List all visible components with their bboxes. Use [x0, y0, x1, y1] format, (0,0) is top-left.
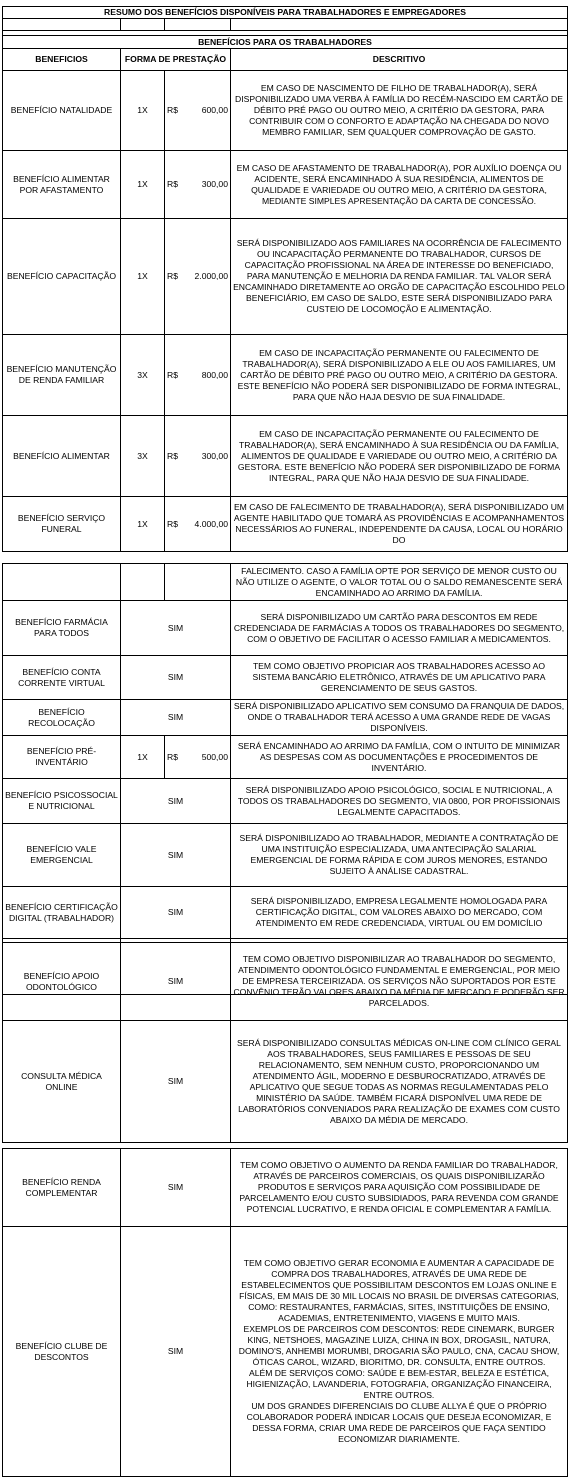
benefits-table-page3	[2, 1148, 568, 1477]
benefit-name: BENEFÍCIO ALIMENTAR POR AFASTAMENTO	[3, 151, 121, 219]
benefit-forma: SIM	[121, 887, 231, 939]
table-row	[3, 71, 568, 151]
benefit-description: SERÁ DISPONIBILIZADO, EMPRESA LEGALMENTE HOMOLOGADA PARA CERTIFICAÇÃO DIGITAL, COM VALORES ABAIXO DO MERCADO, COM ATENDIMENTO EM REDE CREDENCIADA, VIRTUAL OU EM DOMICÍLIO	[231, 887, 568, 939]
benefit-description: SERÁ DISPONIBILIZADO APOIO PSICOLÓGICO, SOCIAL E NUTRICIONAL, A TODOS OS TRABALHADORES DO SEGMENTO, VIA 0800, POR PROFISSIONAIS LEGALMENTE CAPACITADOS.	[231, 779, 568, 824]
table-row	[3, 1227, 568, 1477]
benefit-description: EM CASO DE FALECIMENTO DE TRABALHADOR(A), SERÁ DISPONIBILIZADO UM AGENTE HABILITADO QUE TOMARÁ AS PROVIDÊNCIAS E ACOMPANHAMENTOS NECESSÁRIOS AO FUNERAL, INDEPENDENTE DA CAUSA, LOCAL OU HORÁRIO DO	[231, 497, 568, 552]
benefit-name: BENEFÍCIO SERVIÇO FUNERAL	[3, 497, 121, 552]
header-forma-prestacao: FORMA DE PRESTAÇÃO	[121, 49, 231, 71]
table-row	[3, 601, 568, 656]
benefit-name: BENEFÍCIO APOIO ODONTOLÓGICO	[3, 943, 121, 1021]
benefit-forma: SIM	[121, 1021, 231, 1143]
table-row	[3, 564, 568, 601]
benefit-forma: SIM	[121, 824, 231, 887]
document-title: RESUMO DOS BENEFÍCIOS DISPONÍVEIS PARA TRABALHADORES E EMPREGADORES	[3, 7, 568, 19]
section-title: BENEFÍCIOS PARA OS TRABALHADORES	[3, 36, 568, 49]
spacer-row	[3, 19, 568, 31]
benefit-forma: SIM	[121, 779, 231, 824]
benefit-value: R$ 500,00	[165, 736, 231, 779]
benefit-name: BENEFÍCIO MANUTENÇÃO DE RENDA FAMILIAR	[3, 335, 121, 416]
benefit-description: TEM COMO OBJETIVO O AUMENTO DA RENDA FAMILIAR DO TRABALHADOR, ATRAVÉS DE PARCEIROS COMERCIAIS, OS QUAIS DISPONIBILIZARÃO PRODUTOS E SERVIÇOS PARA AQUISIÇÃO COM POSSIBILIDADE DE PARCELAMENTO E/OU CUSTO SUBSIDIADOS, PARA REVENDA COM GRANDE POTENCIAL LUCRATIVO, E RENDA OFICIAL E COMPLEMENTAR A FAMÍLIA.	[231, 1149, 568, 1227]
benefit-forma: SIM	[121, 700, 231, 736]
benefits-table-page2	[2, 563, 568, 995]
table-row	[3, 219, 568, 335]
table-row	[3, 779, 568, 824]
benefit-description: EM CASO DE INCAPACITAÇÃO PERMANENTE OU FALECIMENTO DE TRABALHADOR(A), SERÁ ENCAMINHADO À SUA RESIDÊNCIA OU DA FAMÍLIA, ALIMENTOS DE QUALIDADE E VARIEDADE OU OUTRO MEIO, A CRITÉRIO DA GESTORA. ESTE BENEFÍCIO NÃO PODERÁ SER DISPONIBILIZADO DE FORMA INTEGRAL, PARA QUE NÃO HAJA DESVIO DE SUA FINALIDADE.	[231, 416, 568, 497]
benefits-table-page1	[2, 6, 568, 552]
description-paragraph: TEM COMO OBJETIVO GERAR ECONOMIA E AUMENTAR A CAPACIDADE DE COMPRA DOS TRABALHADORES, ATRAVÉS DE UMA REDE DE ESTABELECIMENTOS QUE POSSIBILITAM DESCONTOS EM LOJAS ONLINE E FÍSICAS, EM MAIS DE 30 MIL LOCAIS NO BRASIL DE DIVERSAS CATEGORIAS, COMO: RESTAURANTES, FARMÁCIAS, SITES, INSTITUIÇÕES DE ENSINO, ACADEMIAS, ENTRETENIMENTO, VIAGENS E MUITO MAIS.	[239, 1258, 559, 1323]
benefit-description: TEM COMO OBJETIVO PROPICIAR AOS TRABALHADORES ACESSO AO SISTEMA BANCÁRIO ELETRÔNICO, ATRAVÉS DE UM APLICATIVO PARA GERENCIAMENTO DE SEUS GASTOS.	[231, 656, 568, 700]
table-row	[3, 335, 568, 416]
description-paragraph: EXEMPLOS DE PARCEIROS COM DESCONTOS: REDE CINEMARK, BURGER KING, NETSHOES, MAGAZINE LUIZA, CHINA IN BOX, DROGASIL, NATURA, DOMINO'S, ANHEMBI MORUMBI, DROGARIA SÃO PAULO, CNA, CACAU SHOW, ÓTICAS CAROL, WIZARD, BIORITMO, DR. CONSULTA, ENTRE OUTROS.	[238, 1324, 560, 1367]
benefit-name: BENEFÍCIO RECOLOCAÇÃO	[3, 700, 121, 736]
benefit-qty: 1X	[121, 71, 165, 151]
benefit-forma: SIM	[121, 601, 231, 656]
benefits-table-page2b	[2, 942, 568, 1143]
benefit-name: BENEFÍCIO CLUBE DE DESCONTOS	[3, 1227, 121, 1477]
benefit-name: BENEFÍCIO PRÉ-INVENTÁRIO	[3, 736, 121, 779]
table-row	[3, 824, 568, 887]
benefit-value: R$ 300,00	[165, 151, 231, 219]
header-descritivo: DESCRITIVO	[231, 49, 568, 71]
table-row	[3, 416, 568, 497]
benefit-forma: SIM	[121, 1149, 231, 1227]
table-row	[3, 887, 568, 939]
benefit-value: R$ 2.000,00	[165, 219, 231, 335]
benefit-name: BENEFÍCIO CAPACITAÇÃO	[3, 219, 121, 335]
benefit-qty: 1X	[121, 151, 165, 219]
benefit-qty: 1X	[121, 736, 165, 779]
benefit-forma: SIM	[121, 656, 231, 700]
table-row	[3, 656, 568, 700]
benefit-description: SERÁ DISPONIBILIZADO AO TRABALHADOR, MEDIANTE A CONTRATAÇÃO DE UMA INSTITUIÇÃO ESPECIALIZADA, UMA ANTECIPAÇÃO SALARIAL EMERGENCIAL DE FORMA RÁPIDA E COM JUROS MENORES, ESTANDO SUJEITO À ANÁLISE CADASTRAL.	[231, 824, 568, 887]
benefit-description: EM CASO DE AFASTAMENTO DE TRABALHADOR(A), POR AUXÍLIO DOENÇA OU ACIDENTE, SERÁ ENCAMINHADO À SUA RESIDÊNCIA, ALIMENTOS DE QUALIDADE E VARIEDADE OU OUTRO MEIO, A CRITÉRIO DA GESTORA, MEDIANTE SIMPLES APRESENTAÇÃO DA CARTA DE CONCESSÃO.	[231, 151, 568, 219]
benefit-description	[231, 1227, 568, 1477]
benefit-name: BENEFÍCIO ALIMENTAR	[3, 416, 121, 497]
table-row	[3, 736, 568, 779]
benefit-value: R$ 600,00	[165, 71, 231, 151]
benefit-description: SERÁ DISPONIBILIZADO APLICATIVO SEM CONSUMO DA FRANQUIA DE DADOS, ONDE O TRABALHADOR TERÁ ACESSO A UMA GRANDE REDE DE VAGAS DISPONÍVEIS.	[231, 700, 568, 736]
benefit-name: BENEFÍCIO RENDA COMPLEMENTAR	[3, 1149, 121, 1227]
table-row	[3, 700, 568, 736]
benefit-qty: 3X	[121, 335, 165, 416]
benefit-description: EM CASO DE INCAPACITAÇÃO PERMANENTE OU FALECIMENTO DE TRABALHADOR(A), SERÁ DISPONIBILIZADO A ELE OU AOS FAMILIARES, UM CARTÃO DE DÉBITO PRÉ PAGO OU OUTRO MEIO, A CRITÉRIO DA GESTORA. ESTE BENEFÍCIO NÃO PODERÁ SER DISPONIBILIZADO DE FORMA INTEGRAL, PARA QUE NÃO HAJA DESVIO DE SUA FINALIDADE.	[231, 335, 568, 416]
benefit-qty: 1X	[121, 219, 165, 335]
benefit-qty: 3X	[121, 416, 165, 497]
benefit-name: BENEFÍCIO FARMÁCIA PARA TODOS	[3, 601, 121, 656]
benefit-description: SERÁ DISPONIBILIZADO AOS FAMILIARES NA OCORRÊNCIA DE FALECIMENTO OU INCAPACITAÇÃO PERMANENTE DO TRABALHADOR, CURSOS DE CAPACITAÇÃO PROFISSIONAL NA ÁREA DE INTERESSE DO BENEFICIADO, PARA MANUTENÇÃO E MELHORIA DA RENDA FAMILIAR. TAL VALOR SERÁ ENCAMINHADO DIRETAMENTE AO ORGÃO DE CAPACITAÇÃO ESCOLHIDO PELO BENEFICIÁRIO, EM CASO DE SALDO, ESTE SERÁ DISPONIBILIZADO PARA CUSTEIO DE LOCOMOÇÃO E ALIMENTAÇÃO.	[231, 219, 568, 335]
header-beneficios: BENEFICIOS	[3, 49, 121, 71]
benefit-description-continuation: FALECIMENTO. CASO A FAMÍLIA OPTE POR SERVIÇO DE MENOR CUSTO OU NÃO UTILIZE O AGENTE, O VALOR TOTAL OU O SALDO REMANESCENTE SERÁ ENCAMINHADO AO ARRIMO DA FAMÍLIA.	[231, 564, 568, 601]
benefit-name: BENEFÍCIO PSICOSSOCIAL E NUTRICIONAL	[3, 779, 121, 824]
benefit-name: CONSULTA MÉDICA ONLINE	[3, 1021, 121, 1143]
table-row	[3, 1021, 568, 1143]
benefit-forma: SIM	[121, 1227, 231, 1477]
benefit-forma: SIM	[121, 943, 231, 1021]
benefit-description: TEM COMO OBJETIVO DISPONIBILIZAR AO TRABALHADOR DO SEGMENTO, ATENDIMENTO ODONTOLÓGICO FUNDAMENTAL E EMERGENCIAL, POR MEIO DE EMPRESA TERCEIRIZADA. OS SERVIÇOS NÃO SUPORTADOS POR ESTE CONVÊNIO TERÃO VALORES ABAIXO DA MÉDIA DE MERCADO E PODERÃO SER PARCELADOS.	[231, 943, 568, 1021]
benefit-description: SERÁ DISPONIBILIZADO CONSULTAS MÉDICAS ON-LINE COM CLÍNICO GERAL AOS TRABALHADORES, SEUS FAMILIARES E PESSOAS DE SEU RELACIONAMENTO, SEM NENHUM CUSTO, PROPORCIONANDO UM ATENDIMENTO ÁGIL, MODERNO E DESBUROCRATIZADO, ATRAVÉS DE APLICATIVO QUE SEGUE TODAS AS NORMAS REGULAMENTADAS PELO MINISTÉRIO DA SAÚDE. TAMBÉM FICARÁ DISPONÍVEL UMA REDE DE LABORATÓRIOS CONVENIADOS PARA REALIZAÇÃO DE EXAMES COM CUSTO ABAIXO DA MÉDIA DE MERCADO.	[231, 1021, 568, 1143]
table-row	[3, 151, 568, 219]
benefit-description: EM CASO DE NASCIMENTO DE FILHO DE TRABALHADOR(A), SERÁ DISPONIBILIZADO UMA VERBA À FAMÍLIA DO RECÉM-NASCIDO EM CARTÃO DE DÉBITO PRÉ PAGO OU OUTRO MEIO, A CRITÉRIO DA GESTORA, PARA CONTRIBUIR COM O CONFORTO E ADAPTAÇÃO NA CHEGADA DO NOVO MEMBRO FAMILIAR, SEM QUALQUER COMPROVAÇÃO DE GASTO.	[231, 71, 568, 151]
benefit-value: R$ 4.000,00	[165, 497, 231, 552]
benefit-description: SERÁ DISPONIBILIZADO UM CARTÃO PARA DESCONTOS EM REDE CREDENCIADA DE FARMÁCIAS A TODOS OS TRABALHADORES DO SEGMENTO, COM O OBJETIVO DE FACILITAR O ACESSO FAMILIAR A MEDICAMENTOS.	[231, 601, 568, 656]
benefit-value: R$ 800,00	[165, 335, 231, 416]
benefit-name: BENEFÍCIO VALE EMERGENCIAL	[3, 824, 121, 887]
table-row	[3, 497, 568, 552]
benefit-qty: 1X	[121, 497, 165, 552]
benefit-name: BENEFÍCIO CONTA CORRENTE VIRTUAL	[3, 656, 121, 700]
description-paragraph: UM DOS GRANDES DIFERENCIAIS DO CLUBE ALLYA É QUE O PRÓPRIO COLABORADOR PODERÁ INDICAR LOCAIS QUE DESEJA ECONOMIZAR, E DESSA FORMA, CRIAR UMA REDE DE PARCEIROS QUE FAÇA SENTIDO ECONOMIZAR DIARIAMENTE.	[246, 1401, 552, 1444]
description-paragraph: ALÉM DE SERVIÇOS COMO: SAÚDE E BEM-ESTAR, BELEZA E ESTÉTICA, HIGIENIZAÇÃO, LAVANDERIA, FOTOGRAFIA, ORGANIZAÇÃO FINANCEIRA, ENTRE OUTROS.	[246, 1368, 552, 1400]
benefit-name: BENEFÍCIO CERTIFICAÇÃO DIGITAL (TRABALHADOR)	[3, 887, 121, 939]
benefit-description: SERÁ ENCAMINHADO AO ARRIMO DA FAMÍLIA, COM O INTUITO DE MINIMIZAR AS DESPESAS COM AS DOCUMENTAÇÕES E PROCEDIMENTOS DE INVENTÁRIO.	[231, 736, 568, 779]
benefit-name: BENEFÍCIO NATALIDADE	[3, 71, 121, 151]
benefit-value: R$ 300,00	[165, 416, 231, 497]
table-row	[3, 1149, 568, 1227]
table-row	[3, 943, 568, 1021]
